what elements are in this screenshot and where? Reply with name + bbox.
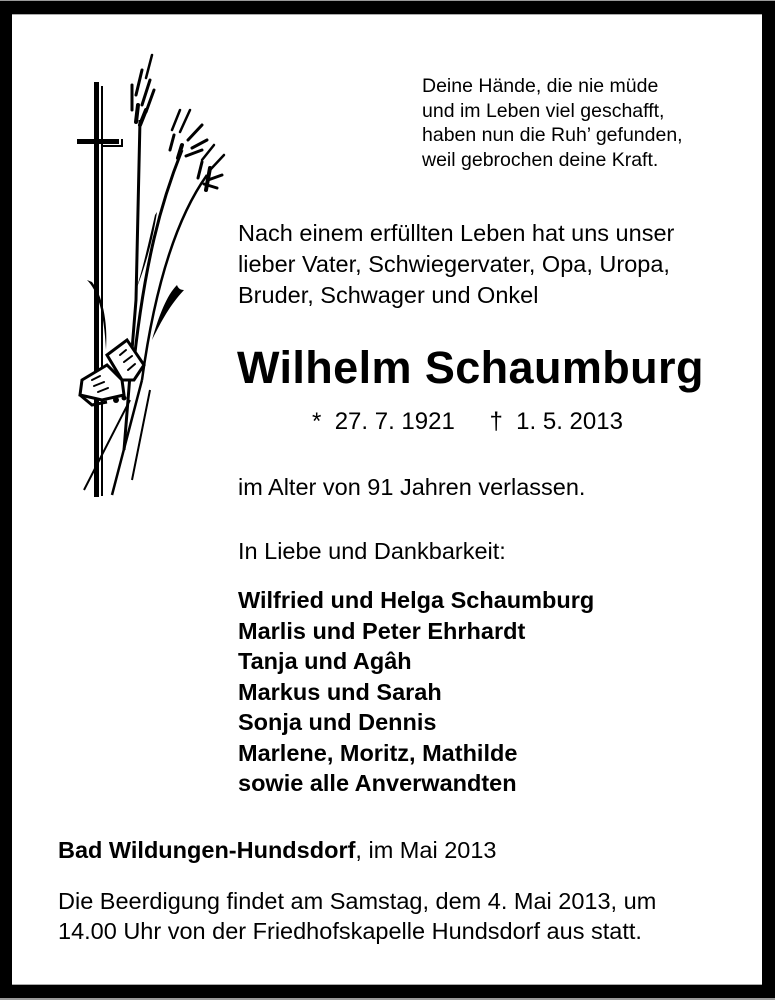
intro-line: Bruder, Schwager und Onkel [238, 282, 539, 308]
intro-line: Nach einem erfüllten Leben hat uns unser [238, 220, 675, 246]
mourner-entry: Sonja und Dennis [238, 709, 437, 735]
mourner-entry: Marlis und Peter Ehrhardt [238, 617, 526, 644]
mourner-entry: Marlene, Moritz, Mathilde [238, 739, 518, 766]
place-name: Bad Wildungen-Hundsdorf [58, 837, 356, 863]
death-cross-icon: † [489, 408, 503, 435]
place-date: , im Mai 2013 [355, 837, 497, 863]
age-text: im Alter von 91 Jahren verlassen. [238, 474, 586, 500]
funeral-line: 14.00 Uhr von der Friedhofskapelle Hundsdorf aus statt. [58, 918, 642, 944]
death-date: 1. 5. 2013 [516, 408, 623, 435]
mourners-intro: In Liebe und Dankbarkeit: [238, 538, 506, 564]
intro-line: lieber Vater, Schwiegervater, Opa, Uropa, [238, 251, 670, 277]
place-and-date [58, 837, 496, 864]
poem-line: Deine Hände, die nie müde [422, 75, 659, 97]
cross-with-wheat-and-book-icon [62, 50, 232, 500]
life-dates [312, 408, 623, 436]
deceased-name: Wilhelm Schaumburg [237, 342, 704, 393]
funeral-line: Die Beerdigung findet am Samstag, dem 4. Mai 2013, um [58, 888, 657, 914]
poem-line: und im Leben viel geschafft, [422, 99, 665, 122]
birth-symbol-icon: * [312, 408, 322, 435]
mourners-list [238, 585, 594, 799]
birth-date: 27. 7. 1921 [334, 408, 455, 435]
mourner-entry: sowie alle Anverwandten [238, 770, 517, 796]
poem-line: weil gebrochen deine Kraft. [422, 148, 659, 171]
mourner-entry: Wilfried und Helga Schaumburg [238, 587, 595, 613]
intro-text [238, 218, 674, 311]
mourner-entry: Markus und Sarah [238, 678, 442, 705]
funeral-info [58, 886, 656, 946]
poem-line: haben nun die Ruh’ gefunden, [422, 124, 683, 146]
poem-verse [422, 74, 683, 172]
mourner-entry: Tanja und Agâh [238, 648, 412, 674]
